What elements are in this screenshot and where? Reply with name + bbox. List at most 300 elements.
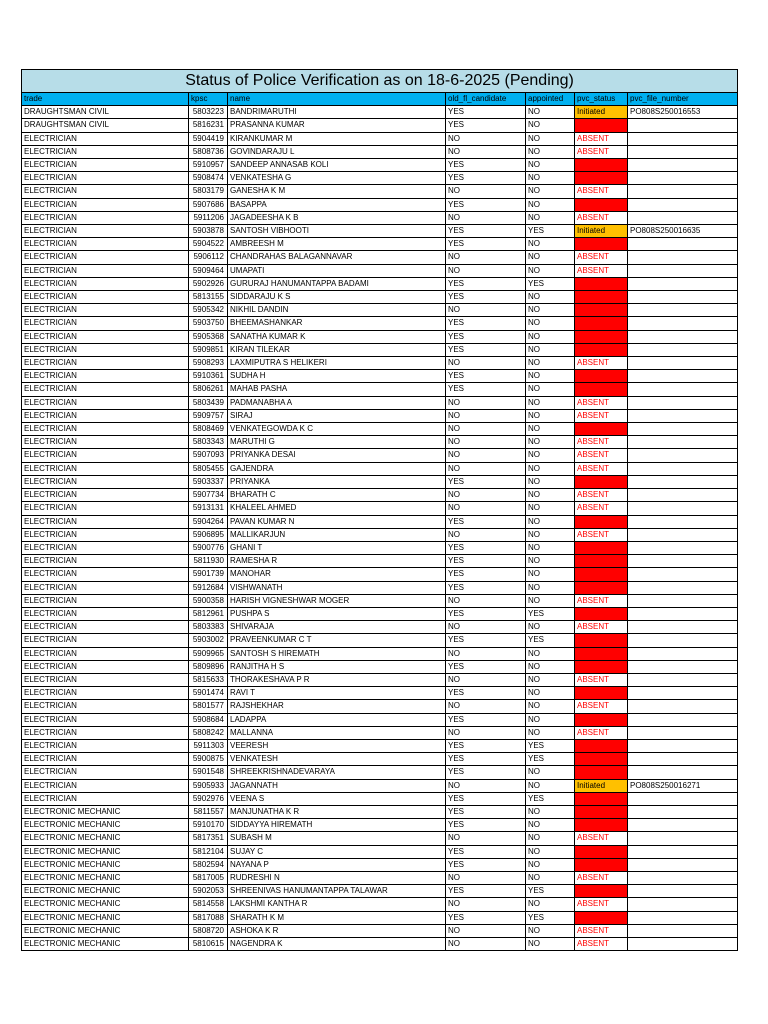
cell-old-fl-candidate: YES	[446, 634, 526, 647]
cell-pvc-file-number	[628, 541, 738, 554]
cell-kpsc: 5900776	[189, 541, 228, 554]
cell-old-fl-candidate: NO	[446, 871, 526, 884]
cell-pvc-status: ABSENT	[575, 251, 628, 264]
cell-trade: ELECTRICIAN	[22, 634, 189, 647]
cell-trade: ELECTRICIAN	[22, 172, 189, 185]
cell-pvc-file-number	[628, 924, 738, 937]
cell-kpsc: 5801577	[189, 700, 228, 713]
cell-pvc-status: ABSENT	[575, 145, 628, 158]
cell-appointed: NO	[526, 871, 575, 884]
cell-old-fl-candidate: YES	[446, 291, 526, 304]
cell-pvc-status: NULL	[575, 687, 628, 700]
cell-pvc-status: ABSENT	[575, 528, 628, 541]
cell-old-fl-candidate: NO	[446, 621, 526, 634]
cell-old-fl-candidate: YES	[446, 119, 526, 132]
cell-old-fl-candidate: NO	[446, 409, 526, 422]
cell-pvc-status: NULL	[575, 568, 628, 581]
cell-appointed: NO	[526, 462, 575, 475]
column-header-old-fl-candidate: old_fl_candidate	[446, 93, 526, 106]
cell-kpsc: 5908293	[189, 357, 228, 370]
cell-name: PRAVEENKUMAR C T	[228, 634, 446, 647]
table-row	[22, 541, 738, 554]
cell-trade: ELECTRICIAN	[22, 568, 189, 581]
cell-pvc-file-number	[628, 502, 738, 515]
table-row	[22, 660, 738, 673]
cell-kpsc: 5909851	[189, 343, 228, 356]
cell-old-fl-candidate: YES	[446, 225, 526, 238]
cell-old-fl-candidate: NO	[446, 898, 526, 911]
cell-name: KIRAN TILEKAR	[228, 343, 446, 356]
cell-pvc-file-number	[628, 805, 738, 818]
table-row	[22, 805, 738, 818]
cell-trade: ELECTRICIAN	[22, 581, 189, 594]
cell-pvc-file-number	[628, 211, 738, 224]
cell-trade: ELECTRICIAN	[22, 409, 189, 422]
cell-name: RAVI T	[228, 687, 446, 700]
cell-appointed: NO	[526, 581, 575, 594]
cell-appointed: NO	[526, 858, 575, 871]
cell-name: CHANDRAHAS BALAGANNAVAR	[228, 251, 446, 264]
table-row	[22, 581, 738, 594]
cell-kpsc: 5817005	[189, 871, 228, 884]
cell-pvc-file-number	[628, 159, 738, 172]
cell-appointed: NO	[526, 568, 575, 581]
cell-kpsc: 5908684	[189, 713, 228, 726]
cell-name: MANOHAR	[228, 568, 446, 581]
cell-kpsc: 5901739	[189, 568, 228, 581]
table-row	[22, 938, 738, 951]
cell-kpsc: 5907686	[189, 198, 228, 211]
verification-table	[21, 69, 738, 951]
cell-old-fl-candidate: YES	[446, 660, 526, 673]
cell-trade: ELECTRICIAN	[22, 211, 189, 224]
table-row	[22, 462, 738, 475]
cell-pvc-status: NULL	[575, 647, 628, 660]
cell-name: PRIYANKA	[228, 475, 446, 488]
cell-kpsc: 5812104	[189, 845, 228, 858]
cell-appointed: NO	[526, 528, 575, 541]
cell-kpsc: 5816231	[189, 119, 228, 132]
cell-pvc-status: Initiated	[575, 779, 628, 792]
cell-pvc-file-number	[628, 845, 738, 858]
cell-old-fl-candidate: NO	[446, 132, 526, 145]
cell-trade: ELECTRONIC MECHANIC	[22, 858, 189, 871]
table-row	[22, 185, 738, 198]
cell-pvc-status: NULL	[575, 858, 628, 871]
cell-pvc-status: ABSENT	[575, 871, 628, 884]
table-row	[22, 304, 738, 317]
cell-pvc-file-number	[628, 185, 738, 198]
cell-old-fl-candidate: NO	[446, 528, 526, 541]
table-row	[22, 159, 738, 172]
cell-name: RAJSHEKHAR	[228, 700, 446, 713]
cell-appointed: NO	[526, 238, 575, 251]
cell-appointed: NO	[526, 673, 575, 686]
cell-pvc-status: ABSENT	[575, 462, 628, 475]
cell-name: GHANI T	[228, 541, 446, 554]
table-row	[22, 924, 738, 937]
cell-name: SIRAJ	[228, 409, 446, 422]
table-row	[22, 251, 738, 264]
cell-trade: ELECTRICIAN	[22, 541, 189, 554]
cell-pvc-file-number	[628, 713, 738, 726]
table-row	[22, 779, 738, 792]
cell-pvc-file-number	[628, 766, 738, 779]
cell-trade: ELECTRICIAN	[22, 225, 189, 238]
cell-old-fl-candidate: NO	[446, 436, 526, 449]
cell-kpsc: 5913131	[189, 502, 228, 515]
cell-pvc-file-number	[628, 898, 738, 911]
cell-pvc-file-number: PO808S250016271	[628, 779, 738, 792]
cell-pvc-file-number	[628, 885, 738, 898]
table-row	[22, 726, 738, 739]
table-row	[22, 106, 738, 119]
column-header-appointed: appointed	[526, 93, 575, 106]
cell-pvc-file-number: PO808S250016553	[628, 106, 738, 119]
cell-kpsc: 5906895	[189, 528, 228, 541]
cell-kpsc: 5904419	[189, 132, 228, 145]
table-row	[22, 515, 738, 528]
cell-old-fl-candidate: NO	[446, 726, 526, 739]
cell-pvc-file-number	[628, 409, 738, 422]
cell-name: SHIVARAJA	[228, 621, 446, 634]
cell-name: SHARATH K M	[228, 911, 446, 924]
cell-old-fl-candidate: YES	[446, 330, 526, 343]
cell-old-fl-candidate: YES	[446, 515, 526, 528]
cell-pvc-file-number	[628, 581, 738, 594]
cell-pvc-status: NULL	[575, 541, 628, 554]
cell-appointed: NO	[526, 726, 575, 739]
cell-pvc-status: NULL	[575, 119, 628, 132]
table-row	[22, 568, 738, 581]
cell-trade: ELECTRICIAN	[22, 475, 189, 488]
cell-name: JAGANNATH	[228, 779, 446, 792]
cell-name: MALLIKARJUN	[228, 528, 446, 541]
cell-kpsc: 5901548	[189, 766, 228, 779]
cell-trade: ELECTRICIAN	[22, 607, 189, 620]
cell-kpsc: 5910957	[189, 159, 228, 172]
cell-kpsc: 5808720	[189, 924, 228, 937]
cell-name: JAGADEESHA K B	[228, 211, 446, 224]
cell-pvc-file-number	[628, 145, 738, 158]
cell-pvc-file-number	[628, 357, 738, 370]
table-row	[22, 264, 738, 277]
cell-pvc-file-number	[628, 607, 738, 620]
cell-pvc-status: ABSENT	[575, 185, 628, 198]
cell-pvc-file-number: PO808S250016635	[628, 225, 738, 238]
cell-pvc-status: ABSENT	[575, 264, 628, 277]
cell-kpsc: 5803179	[189, 185, 228, 198]
cell-pvc-file-number	[628, 436, 738, 449]
cell-pvc-status: NULL	[575, 819, 628, 832]
cell-appointed: NO	[526, 515, 575, 528]
cell-pvc-file-number	[628, 673, 738, 686]
cell-pvc-status: ABSENT	[575, 132, 628, 145]
cell-pvc-status: NULL	[575, 317, 628, 330]
cell-kpsc: 5817351	[189, 832, 228, 845]
cell-name: RAMESHA R	[228, 555, 446, 568]
cell-pvc-status: NULL	[575, 911, 628, 924]
cell-name: GANESHA K M	[228, 185, 446, 198]
cell-pvc-status: NULL	[575, 198, 628, 211]
cell-pvc-status: NULL	[575, 555, 628, 568]
cell-name: MANJUNATHA K R	[228, 805, 446, 818]
cell-appointed: NO	[526, 132, 575, 145]
cell-appointed: NO	[526, 304, 575, 317]
cell-appointed: NO	[526, 383, 575, 396]
cell-pvc-file-number	[628, 911, 738, 924]
cell-appointed: NO	[526, 330, 575, 343]
cell-appointed: NO	[526, 660, 575, 673]
cell-trade: ELECTRICIAN	[22, 423, 189, 436]
cell-appointed: NO	[526, 475, 575, 488]
cell-name: BHARATH C	[228, 489, 446, 502]
cell-old-fl-candidate: YES	[446, 568, 526, 581]
cell-pvc-file-number	[628, 132, 738, 145]
cell-appointed: NO	[526, 436, 575, 449]
table-row	[22, 845, 738, 858]
cell-kpsc: 5814558	[189, 898, 228, 911]
cell-appointed: NO	[526, 594, 575, 607]
cell-trade: ELECTRONIC MECHANIC	[22, 871, 189, 884]
cell-appointed: YES	[526, 225, 575, 238]
cell-old-fl-candidate: YES	[446, 555, 526, 568]
cell-trade: ELECTRICIAN	[22, 198, 189, 211]
cell-appointed: NO	[526, 924, 575, 937]
table-row	[22, 911, 738, 924]
cell-kpsc: 5906112	[189, 251, 228, 264]
cell-appointed: NO	[526, 647, 575, 660]
cell-appointed: YES	[526, 634, 575, 647]
cell-trade: ELECTRICIAN	[22, 739, 189, 752]
cell-pvc-status: NULL	[575, 766, 628, 779]
cell-pvc-status: NULL	[575, 370, 628, 383]
cell-name: MAHAB PASHA	[228, 383, 446, 396]
cell-name: VEENA S	[228, 792, 446, 805]
cell-kpsc: 5909464	[189, 264, 228, 277]
table-body	[22, 106, 738, 951]
cell-old-fl-candidate: NO	[446, 423, 526, 436]
cell-pvc-file-number	[628, 568, 738, 581]
cell-trade: ELECTRICIAN	[22, 159, 189, 172]
cell-kpsc: 5904264	[189, 515, 228, 528]
cell-kpsc: 5905368	[189, 330, 228, 343]
cell-kpsc: 5907734	[189, 489, 228, 502]
cell-pvc-file-number	[628, 291, 738, 304]
cell-old-fl-candidate: YES	[446, 383, 526, 396]
cell-old-fl-candidate: YES	[446, 739, 526, 752]
cell-pvc-file-number	[628, 832, 738, 845]
cell-kpsc: 5910361	[189, 370, 228, 383]
cell-appointed: NO	[526, 106, 575, 119]
cell-appointed: NO	[526, 555, 575, 568]
cell-old-fl-candidate: NO	[446, 449, 526, 462]
cell-pvc-status: ABSENT	[575, 449, 628, 462]
cell-kpsc: 5910170	[189, 819, 228, 832]
cell-name: SHREEKRISHNADEVARAYA	[228, 766, 446, 779]
cell-kpsc: 5803383	[189, 621, 228, 634]
cell-appointed: NO	[526, 449, 575, 462]
cell-pvc-status: NULL	[575, 845, 628, 858]
cell-old-fl-candidate: YES	[446, 106, 526, 119]
table-row	[22, 238, 738, 251]
cell-name: GURURAJ HANUMANTAPPA BADAMI	[228, 277, 446, 290]
cell-old-fl-candidate: YES	[446, 159, 526, 172]
cell-old-fl-candidate: NO	[446, 938, 526, 951]
cell-pvc-status: ABSENT	[575, 924, 628, 937]
cell-trade: ELECTRICIAN	[22, 555, 189, 568]
table-row	[22, 753, 738, 766]
cell-old-fl-candidate: NO	[446, 673, 526, 686]
cell-kpsc: 5909757	[189, 409, 228, 422]
cell-trade: ELECTRICIAN	[22, 779, 189, 792]
column-header-trade: trade	[22, 93, 189, 106]
cell-trade: ELECTRICIAN	[22, 383, 189, 396]
cell-pvc-status: NULL	[575, 713, 628, 726]
cell-name: PUSHPA S	[228, 607, 446, 620]
table-row	[22, 423, 738, 436]
cell-pvc-status: ABSENT	[575, 211, 628, 224]
cell-appointed: NO	[526, 185, 575, 198]
cell-old-fl-candidate: NO	[446, 647, 526, 660]
table-row	[22, 449, 738, 462]
cell-pvc-file-number	[628, 119, 738, 132]
table-row	[22, 489, 738, 502]
cell-kpsc: 5900875	[189, 753, 228, 766]
cell-pvc-file-number	[628, 462, 738, 475]
cell-trade: ELECTRONIC MECHANIC	[22, 938, 189, 951]
cell-old-fl-candidate: NO	[446, 924, 526, 937]
cell-trade: ELECTRICIAN	[22, 238, 189, 251]
cell-trade: ELECTRICIAN	[22, 264, 189, 277]
cell-name: PAVAN KUMAR N	[228, 515, 446, 528]
cell-trade: ELECTRICIAN	[22, 185, 189, 198]
table-row	[22, 739, 738, 752]
table-row	[22, 119, 738, 132]
cell-kpsc: 5902053	[189, 885, 228, 898]
cell-old-fl-candidate: YES	[446, 317, 526, 330]
table-row	[22, 713, 738, 726]
cell-old-fl-candidate: YES	[446, 766, 526, 779]
cell-old-fl-candidate: NO	[446, 594, 526, 607]
table-row	[22, 211, 738, 224]
cell-pvc-status: ABSENT	[575, 396, 628, 409]
cell-appointed: NO	[526, 396, 575, 409]
cell-kpsc: 5803439	[189, 396, 228, 409]
cell-appointed: NO	[526, 766, 575, 779]
cell-pvc-file-number	[628, 489, 738, 502]
cell-pvc-status: ABSENT	[575, 621, 628, 634]
cell-name: UMAPATI	[228, 264, 446, 277]
cell-trade: ELECTRICIAN	[22, 792, 189, 805]
cell-pvc-status: Initiated	[575, 225, 628, 238]
cell-name: BANDRIMARUTHI	[228, 106, 446, 119]
cell-trade: ELECTRICIAN	[22, 687, 189, 700]
table-row	[22, 687, 738, 700]
cell-trade: ELECTRICIAN	[22, 462, 189, 475]
cell-trade: ELECTRONIC MECHANIC	[22, 911, 189, 924]
cell-old-fl-candidate: YES	[446, 911, 526, 924]
cell-kpsc: 5817088	[189, 911, 228, 924]
cell-trade: ELECTRONIC MECHANIC	[22, 885, 189, 898]
cell-kpsc: 5811557	[189, 805, 228, 818]
cell-trade: ELECTRICIAN	[22, 753, 189, 766]
cell-trade: ELECTRONIC MECHANIC	[22, 805, 189, 818]
cell-name: SANDEEP ANNASAB KOLI	[228, 159, 446, 172]
cell-name: THORAKESHAVA P R	[228, 673, 446, 686]
cell-kpsc: 5808469	[189, 423, 228, 436]
cell-appointed: NO	[526, 832, 575, 845]
cell-pvc-status: NULL	[575, 475, 628, 488]
cell-kpsc: 5911303	[189, 739, 228, 752]
cell-name: LAXMIPUTRA S HELIKERI	[228, 357, 446, 370]
cell-old-fl-candidate: YES	[446, 792, 526, 805]
cell-name: VISHWANATH	[228, 581, 446, 594]
cell-pvc-status: ABSENT	[575, 436, 628, 449]
cell-pvc-status: ABSENT	[575, 357, 628, 370]
cell-name: NIKHIL DANDIN	[228, 304, 446, 317]
cell-appointed: NO	[526, 938, 575, 951]
cell-name: MALLANNA	[228, 726, 446, 739]
cell-name: RANJITHA H S	[228, 660, 446, 673]
cell-appointed: YES	[526, 277, 575, 290]
cell-appointed: NO	[526, 159, 575, 172]
cell-appointed: NO	[526, 423, 575, 436]
cell-appointed: YES	[526, 792, 575, 805]
table-row	[22, 621, 738, 634]
column-header-pvc-status: pvc_status	[575, 93, 628, 106]
cell-kpsc: 5803223	[189, 106, 228, 119]
cell-pvc-status: ABSENT	[575, 409, 628, 422]
cell-kpsc: 5803343	[189, 436, 228, 449]
cell-pvc-file-number	[628, 858, 738, 871]
cell-pvc-status: NULL	[575, 277, 628, 290]
cell-trade: DRAUGHTSMAN CIVIL	[22, 119, 189, 132]
cell-pvc-status: NULL	[575, 660, 628, 673]
cell-old-fl-candidate: NO	[446, 489, 526, 502]
cell-pvc-file-number	[628, 753, 738, 766]
cell-old-fl-candidate: NO	[446, 251, 526, 264]
cell-kpsc: 5806261	[189, 383, 228, 396]
table-row	[22, 198, 738, 211]
cell-appointed: NO	[526, 805, 575, 818]
cell-kpsc: 5904522	[189, 238, 228, 251]
table-row	[22, 145, 738, 158]
cell-name: LADAPPA	[228, 713, 446, 726]
cell-old-fl-candidate: YES	[446, 277, 526, 290]
cell-old-fl-candidate: YES	[446, 845, 526, 858]
cell-name: ASHOKA K R	[228, 924, 446, 937]
cell-name: GOVINDARAJU L	[228, 145, 446, 158]
cell-appointed: NO	[526, 211, 575, 224]
cell-pvc-status: NULL	[575, 515, 628, 528]
table-row	[22, 291, 738, 304]
cell-pvc-file-number	[628, 687, 738, 700]
cell-appointed: NO	[526, 502, 575, 515]
cell-pvc-file-number	[628, 528, 738, 541]
cell-pvc-status: NULL	[575, 383, 628, 396]
cell-appointed: NO	[526, 264, 575, 277]
cell-trade: ELECTRICIAN	[22, 357, 189, 370]
cell-trade: ELECTRICIAN	[22, 528, 189, 541]
column-header-kpsc: kpsc	[189, 93, 228, 106]
cell-name: SUDHA H	[228, 370, 446, 383]
cell-trade: ELECTRICIAN	[22, 317, 189, 330]
table-row	[22, 594, 738, 607]
cell-appointed: NO	[526, 251, 575, 264]
cell-old-fl-candidate: NO	[446, 502, 526, 515]
cell-trade: ELECTRICIAN	[22, 660, 189, 673]
